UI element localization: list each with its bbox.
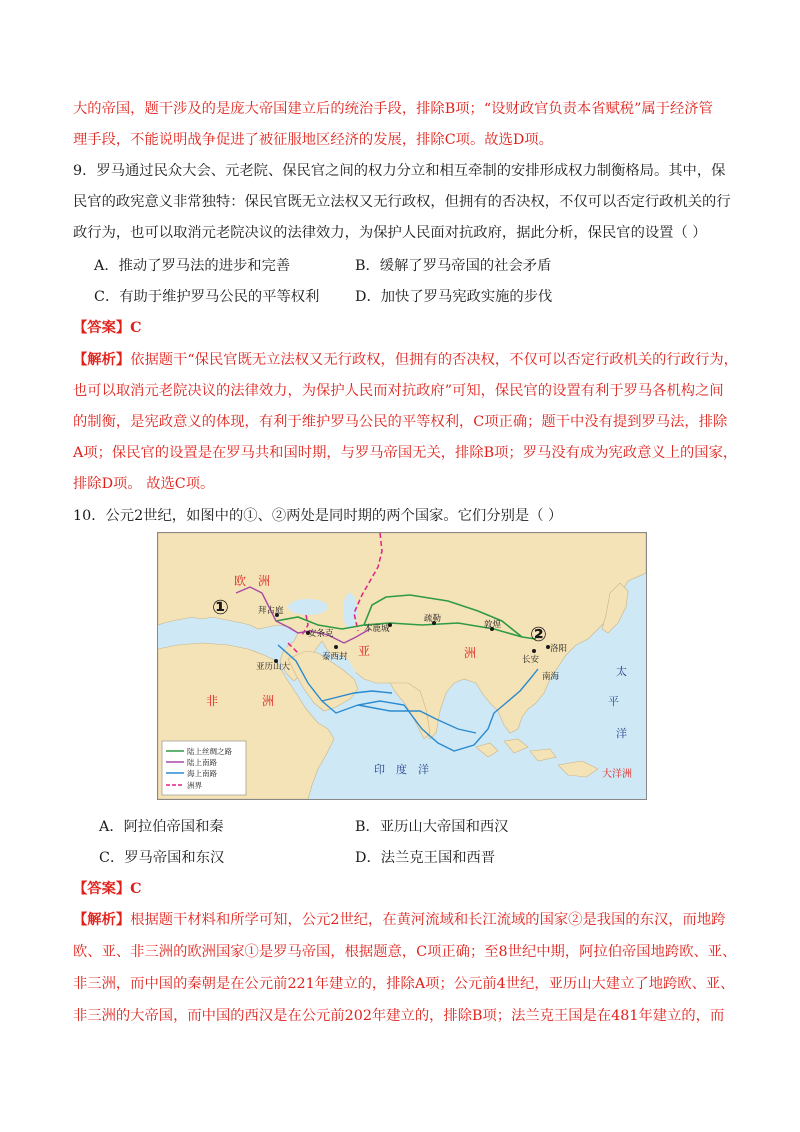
map-marker-2: ② [530, 622, 547, 646]
q10-option-d: D．法兰克王国和西晋 [355, 850, 496, 866]
map-label-pacific-b: 平 [608, 695, 619, 708]
map-place-byzantium: 拜占庭 [258, 606, 284, 616]
q9-explanation-line-4: A项；保民官的设置是在罗马共和国时期，与罗马帝国无关，排除B项；罗马没有成为宪政意义上的国家， [73, 445, 738, 461]
map-label-asia-b: 洲 [464, 646, 477, 660]
map-place-nanhai: 南海 [542, 672, 560, 682]
q9-stem-line-3: 政行为，也可以取消元老院决议的法律效力，为保护人民面对抗政府，据此分析，保民官的设置（ ） [73, 225, 707, 241]
q9-explanation-line-3: 的制衡，是宪政意义的体现，有利于维护罗马公民的平等权利，C项正确；题干中没有提到罗马法，排除 [73, 414, 728, 430]
intro-line-1: 大的帝国，题干涉及的是庞大帝国建立后的统治手段，排除B项；“设财政官负责本省赋税”属于经济管 [73, 101, 713, 117]
q10-explanation-line-2: 欧、亚、非三洲的欧洲国家①是罗马帝国，根据题意，C项正确；至8世纪中期，阿拉伯帝国地跨欧、亚、 [73, 944, 737, 960]
map-place-merv: 木鹿城 [364, 624, 390, 634]
legend-boundary: 洲界 [187, 781, 202, 790]
q9-option-a: A．推动了罗马法的进步和完善 [94, 258, 291, 274]
q10-option-b: B．亚历山大帝国和西汉 [355, 819, 509, 835]
map-place-kashgar: 疏勒 [424, 614, 442, 624]
map-legend [162, 741, 246, 795]
q10-option-c: C．罗马帝国和东汉 [99, 850, 225, 866]
map-label-indian-ocean: 印 度 洋 [374, 763, 429, 776]
q9-stem-line-1: 9．罗马通过民众大会、元老院、保民官之间的权力分立和相互牵制的安排形成权力制衡格局。其中，保 [73, 163, 726, 179]
map-label-pacific-a: 太 [616, 665, 627, 678]
q9-explanation-tag: 【解析】 [73, 352, 131, 368]
map-label-oceania: 大洋洲 [602, 769, 632, 780]
q10-answer: 【答案】C [73, 881, 142, 897]
q10-explanation-line-4: 非三洲的大帝国，而中国的西汉是在公元前202年建立的，排除B项；法兰克王国是在481年建立的，而 [73, 1008, 725, 1024]
q10-explanation-line-1 [73, 910, 725, 930]
intro-line-2: 理手段，不能说明战争促进了被征服地区经济的发展，排除C项。故选D项。 [73, 132, 553, 148]
silk-road-map [157, 532, 647, 800]
q9-explanation-line-2: 也可以取消元老院决议的法律效力，为保护人民而对抗政府”可知，保民官的设置有利于罗马各机构之间 [73, 383, 724, 399]
q10-explanation-text-1: 根据题干材料和所学可知，公元2世纪，在黄河流域和长江流域的国家②是我国的东汉，而地跨 [130, 912, 726, 928]
dot-ctesiphon [334, 645, 338, 649]
q10-explanation-line-3: 非三洲，而中国的秦朝是在公元前221年建立的，排除A项；公元前4世纪，亚历山大建立了地跨欧、亚、 [73, 976, 735, 992]
map-label-africa-b: 洲 [262, 694, 275, 708]
q9-option-c: C．有助于维护罗马公民的平等权利 [94, 289, 320, 305]
map-place-alexandria: 亚历山大 [256, 662, 291, 672]
map-label-europe: 欧 洲 [234, 574, 271, 588]
map-black-sea [288, 599, 328, 615]
legend-sea-route: 海上南路 [187, 769, 217, 778]
q9-option-d: D．加快了罗马宪政实施的步伐 [355, 289, 553, 305]
map-place-dunhuang: 敦煌 [484, 620, 502, 630]
q10-explanation-tag: 【解析】 [73, 912, 131, 928]
map-place-antioch: 安条克 [308, 629, 334, 639]
legend-land-silk: 陆上丝绸之路 [187, 747, 232, 756]
map-label-pacific-c: 洋 [616, 727, 627, 740]
map-place-ctesiphon: 泰西封 [322, 652, 348, 662]
map-place-luoyang: 洛阳 [550, 644, 568, 654]
q9-stem-line-2: 民官的政宪意义非常独特：保民官既无立法权又无行政权，但拥有的否决权，不仅可以否定行政机关的行 [73, 194, 731, 210]
q9-explanation-text-1: 依据题干“保民官既无立法权又无行政权，但拥有的否决权，不仅可以否定行政机关的行政行为， [130, 352, 738, 368]
q10-stem: 10．公元2世纪，如图中的①、②两处是同时期的两个国家。它们分别是（ ） [73, 508, 563, 524]
q9-explanation-line-1 [73, 350, 738, 370]
map-label-africa-a: 非 [206, 694, 219, 708]
map-place-changan: 长安 [522, 655, 540, 665]
q9-explanation-line-5: 排除D项。 故选C项。 [73, 476, 215, 492]
q9-option-b: B．缓解了罗马帝国的社会矛盾 [355, 258, 552, 274]
legend-land-south: 陆上南路 [187, 758, 217, 767]
map-label-asia-a: 亚 [358, 644, 371, 658]
q10-option-a: A．阿拉伯帝国和秦 [99, 819, 224, 835]
dot-changan [532, 649, 536, 653]
q9-answer: 【答案】C [73, 320, 142, 336]
map-marker-1: ① [212, 595, 229, 619]
